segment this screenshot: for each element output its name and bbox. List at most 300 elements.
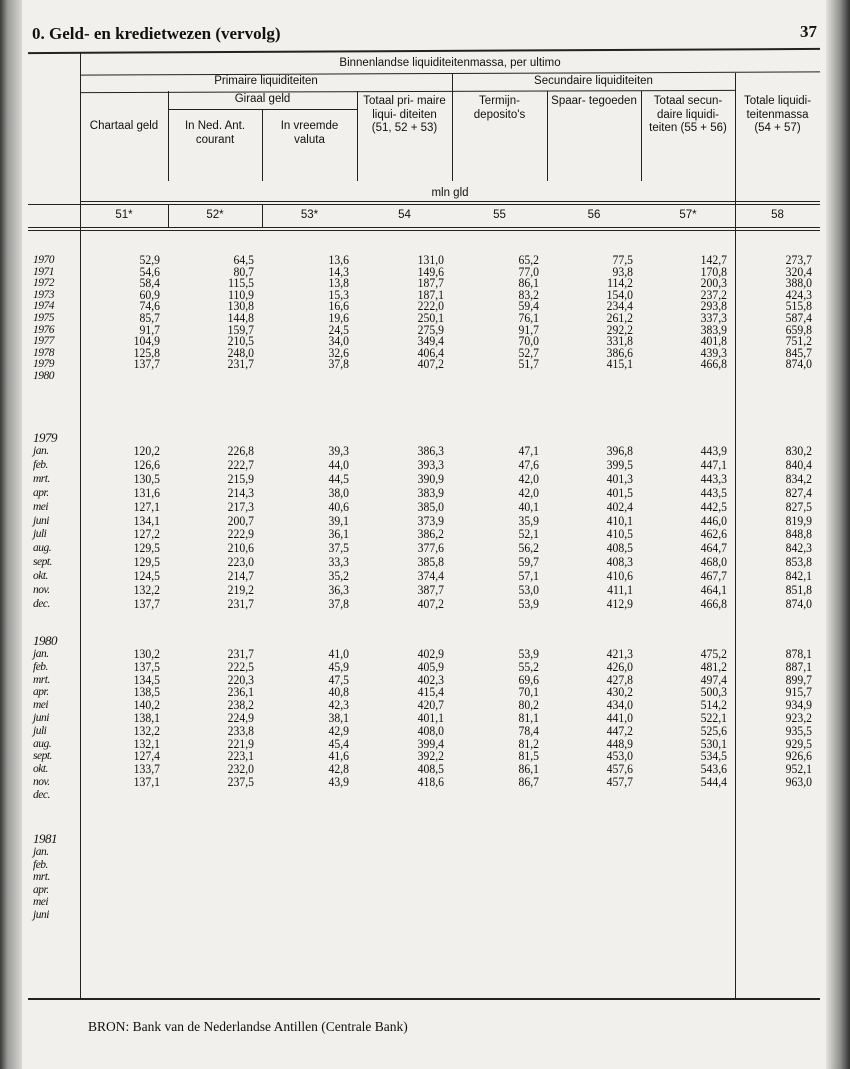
table-cell: 237,2 — [700, 286, 727, 302]
table-cell: 13,8 — [328, 275, 349, 291]
table-cell: 93,8 — [612, 263, 633, 279]
table-cell: 214,7 — [227, 568, 254, 584]
table-cell: 834,2 — [785, 470, 812, 486]
table-cell: 80,2 — [518, 697, 539, 713]
table-cell: 35,9 — [518, 512, 539, 528]
table-cell: 587,4 — [785, 310, 812, 325]
table-cell: 845,7 — [785, 344, 812, 360]
table-cell: 13,6 — [328, 252, 349, 267]
table-cell: 840,4 — [785, 456, 812, 472]
table-cell: 219,2 — [227, 582, 254, 597]
row-label: 1972 — [33, 277, 54, 290]
table-cell: 827,4 — [785, 484, 812, 500]
table-cell: 231,7 — [227, 595, 254, 611]
row-label: apr. — [33, 883, 49, 896]
table-cell: 144,8 — [227, 310, 254, 325]
column-code: 51* — [115, 209, 133, 221]
table-cell: 129,5 — [133, 554, 160, 570]
table-cell: 39,3 — [328, 443, 349, 458]
table-cell: 874,0 — [785, 356, 812, 372]
table-cell: 842,1 — [785, 568, 812, 584]
table-cell: 80,7 — [233, 263, 254, 279]
table-cell: 387,7 — [417, 582, 444, 597]
row-label: 1980 — [33, 370, 54, 382]
table-cell: 349,4 — [417, 333, 444, 349]
table-cell: 210,6 — [227, 540, 254, 556]
table-cell: 134,1 — [133, 512, 160, 528]
table-cell: 232,0 — [227, 761, 254, 777]
table-cell: 443,3 — [700, 470, 727, 486]
row-label: okt. — [33, 570, 48, 583]
row-label: 1970 — [33, 254, 54, 266]
table-cell: 131,6 — [133, 484, 160, 500]
table-cell: 132,1 — [133, 735, 160, 751]
table-cell: 275,9 — [417, 321, 444, 337]
row-label: 1979 — [33, 358, 54, 371]
table-cell: 69,6 — [518, 671, 539, 687]
table-cell: 407,2 — [417, 356, 444, 372]
table-cell: 44,0 — [328, 456, 349, 472]
table-cell: 149,6 — [417, 263, 444, 279]
table-cell: 466,8 — [700, 356, 727, 372]
column-code: 57* — [679, 209, 697, 221]
table-cell: 399,4 — [417, 735, 444, 751]
table-cell: 36,1 — [328, 526, 349, 542]
table-cell: 222,9 — [227, 526, 254, 542]
table-cell: 386,3 — [417, 443, 444, 458]
table-cell: 408,3 — [606, 554, 633, 570]
table-cell: 819,9 — [785, 512, 812, 528]
table-cell: 104,9 — [133, 333, 160, 349]
table-cell: 42,3 — [328, 697, 349, 713]
row-label: juli — [33, 724, 47, 737]
table-cell: 248,0 — [227, 344, 254, 360]
table-cell: 187,7 — [417, 275, 444, 291]
table-cell: 36,3 — [328, 582, 349, 597]
table-cell: 273,7 — [785, 252, 812, 267]
table-cell: 81,2 — [518, 735, 539, 751]
table-cell: 127,4 — [133, 748, 160, 764]
table-cell: 963,0 — [785, 774, 812, 789]
table-cell: 464,7 — [700, 540, 727, 556]
row-label: mrt. — [33, 472, 50, 485]
table-cell: 19,6 — [328, 310, 349, 325]
row-label: sept. — [33, 556, 52, 569]
row-label: apr. — [33, 686, 49, 699]
table-cell: 237,5 — [227, 774, 254, 789]
table-cell: 231,7 — [227, 646, 254, 661]
table-cell: 475,2 — [700, 646, 727, 661]
table-cell: 91,7 — [518, 321, 539, 337]
table-cell: 214,3 — [227, 484, 254, 500]
page-edge-right — [826, 0, 850, 1069]
table-cell: 222,5 — [227, 658, 254, 674]
row-label: dec. — [33, 788, 50, 801]
table-cell: 292,2 — [606, 321, 633, 337]
table-cell: 78,4 — [518, 722, 539, 738]
table-cell: 420,7 — [417, 697, 444, 713]
row-label: 1977 — [33, 335, 54, 348]
row-label: 1976 — [33, 323, 54, 336]
table-cell: 60,9 — [139, 286, 160, 302]
rule — [357, 91, 358, 181]
table-cell: 401,8 — [700, 333, 727, 349]
table-cell: 70,0 — [518, 333, 539, 349]
table-cell: 129,5 — [133, 540, 160, 556]
table-cell: 751,2 — [785, 333, 812, 349]
row-label: aug. — [33, 737, 52, 750]
table-cell: 226,8 — [227, 443, 254, 458]
table-cell: 38,1 — [328, 710, 349, 725]
table-cell: 402,4 — [606, 498, 633, 514]
rule — [547, 91, 548, 181]
table-cell: 222,0 — [417, 298, 444, 314]
table-cell: 447,2 — [606, 722, 633, 738]
row-label: 1973 — [33, 288, 54, 301]
rule — [28, 227, 820, 228]
table-cell: 47,6 — [518, 456, 539, 472]
table-cell: 132,2 — [133, 722, 160, 738]
table-cell: 874,0 — [785, 595, 812, 611]
table-cell: 887,1 — [785, 658, 812, 674]
table-cell: 406,4 — [417, 344, 444, 360]
table-cell: 853,8 — [785, 554, 812, 570]
table-cell: 426,0 — [606, 658, 633, 674]
row-label: nov. — [33, 584, 50, 596]
column-code: 58 — [771, 209, 784, 221]
header-giraal: Giraal geld — [234, 93, 291, 105]
table-cell: 952,1 — [785, 761, 812, 777]
column-code: 52* — [206, 209, 224, 221]
table-cell: 137,1 — [133, 774, 160, 789]
table-cell: 408,5 — [606, 540, 633, 556]
table-cell: 373,9 — [417, 512, 444, 528]
table-cell: 411,1 — [607, 582, 633, 597]
table-cell: 261,2 — [606, 310, 633, 325]
table-cell: 137,5 — [133, 658, 160, 674]
table-cell: 154,0 — [606, 286, 633, 302]
table-cell: 40,1 — [518, 498, 539, 514]
table-cell: 33,3 — [328, 554, 349, 570]
table-cell: 45,9 — [328, 658, 349, 674]
table-cell: 55,2 — [518, 658, 539, 674]
table-cell: 383,9 — [417, 484, 444, 500]
table-cell: 45,4 — [328, 735, 349, 751]
table-cell: 293,8 — [700, 298, 727, 314]
table-cell: 86,1 — [518, 761, 539, 777]
table-cell: 386,2 — [417, 526, 444, 542]
rule — [80, 201, 820, 202]
column-header: In vreemde valuta — [280, 120, 339, 146]
block-year-label: 1980 — [33, 633, 57, 648]
table-cell: 934,9 — [785, 697, 812, 713]
table-cell: 441,0 — [606, 710, 633, 725]
header-secondary: Secundaire liquiditeiten — [534, 75, 653, 87]
column-header: Termijn- deposito's — [473, 95, 526, 121]
table-cell: 83,2 — [518, 286, 539, 302]
table-cell: 415,1 — [606, 356, 633, 372]
table-cell: 37,8 — [328, 595, 349, 611]
row-label: feb. — [33, 858, 48, 871]
table-cell: 410,1 — [606, 512, 633, 528]
table-cell: 130,5 — [133, 470, 160, 486]
table-cell: 238,2 — [227, 697, 254, 713]
table-cell: 231,7 — [227, 356, 254, 372]
row-label: juli — [33, 528, 47, 541]
rule — [28, 204, 820, 205]
table-cell: 76,1 — [518, 310, 539, 325]
column-code: 53* — [300, 209, 319, 221]
rule — [452, 73, 453, 181]
header-unit: mln gld — [431, 187, 469, 199]
column-header: Chartaal geld — [89, 120, 159, 132]
table-cell: 233,8 — [227, 722, 254, 738]
table-cell: 15,3 — [328, 286, 349, 302]
table-cell: 54,6 — [139, 263, 160, 279]
table-cell: 43,9 — [328, 774, 349, 789]
rule — [641, 91, 642, 181]
table-cell: 221,9 — [227, 735, 254, 751]
table-cell: 443,5 — [700, 484, 727, 500]
table-cell: 70,1 — [518, 684, 539, 700]
table-cell: 120,2 — [133, 443, 160, 458]
table-cell: 56,2 — [518, 540, 539, 556]
table-cell: 223,0 — [227, 554, 254, 570]
table-cell: 65,2 — [518, 252, 539, 267]
row-label: 1974 — [33, 300, 54, 313]
table-cell: 421,3 — [606, 646, 633, 661]
table-cell: 926,6 — [785, 748, 812, 764]
table-cell: 74,6 — [139, 298, 160, 314]
table-cell: 132,2 — [133, 582, 160, 597]
table-cell: 851,8 — [785, 582, 812, 597]
row-label: jan. — [33, 648, 49, 660]
table-cell: 497,4 — [700, 671, 727, 687]
table-cell: 37,5 — [328, 540, 349, 556]
table-cell: 137,7 — [133, 595, 160, 611]
table-cell: 200,3 — [700, 275, 727, 291]
column-header: Totale liquidi- teitenmassa (54 + 57) — [743, 95, 812, 134]
table-cell: 392,2 — [417, 748, 444, 764]
table-cell: 137,7 — [133, 356, 160, 372]
table-cell: 40,8 — [328, 684, 349, 700]
table-cell: 53,0 — [518, 582, 539, 597]
page-number: 37 — [800, 22, 817, 41]
rule — [28, 230, 820, 231]
table-cell: 133,7 — [133, 761, 160, 777]
row-label: nov. — [33, 776, 50, 788]
table-cell: 16,6 — [328, 298, 349, 314]
table-cell: 131,0 — [417, 252, 444, 267]
table-cell: 464,1 — [700, 582, 727, 597]
table-cell: 410,6 — [606, 568, 633, 584]
table-cell: 427,8 — [606, 671, 633, 687]
table-cell: 410,5 — [606, 526, 633, 542]
table-cell: 500,3 — [700, 684, 727, 700]
table-cell: 14,3 — [328, 263, 349, 279]
table-cell: 544,4 — [700, 774, 727, 789]
table-cell: 446,0 — [700, 512, 727, 528]
table-cell: 412,9 — [606, 595, 633, 611]
row-label: mei — [33, 699, 49, 712]
table-cell: 59,7 — [518, 554, 539, 570]
row-label: dec. — [33, 597, 50, 610]
table-cell: 915,7 — [785, 684, 812, 700]
table-cell: 47,5 — [328, 671, 349, 687]
column-header: Spaar- tegoeden — [551, 95, 637, 107]
table-cell: 224,9 — [227, 710, 254, 725]
table-cell: 42,8 — [328, 761, 349, 777]
table-cell: 543,6 — [700, 761, 727, 777]
table-cell: 217,3 — [227, 498, 254, 514]
table-cell: 42,0 — [518, 470, 539, 486]
table-cell: 77,0 — [518, 263, 539, 279]
row-label: 1978 — [33, 346, 54, 359]
table-cell: 130,2 — [133, 646, 160, 661]
table-cell: 424,3 — [785, 286, 812, 302]
table-cell: 447,1 — [700, 456, 727, 472]
column-header: Totaal pri- maire liqui- diteiten (51, 52 + 53) — [363, 95, 446, 134]
block-year-label: 1981 — [33, 831, 57, 846]
row-label: jan. — [33, 846, 49, 858]
row-label: juni — [33, 909, 49, 921]
table-cell: 44,5 — [328, 470, 349, 486]
table-cell: 236,1 — [227, 684, 254, 700]
table-cell: 41,6 — [328, 748, 349, 764]
table-cell: 41,0 — [328, 646, 349, 661]
table-cell: 848,8 — [785, 526, 812, 542]
header-main: Binnenlandse liquiditeitenmassa, per ultimo — [339, 57, 561, 69]
table-cell: 187,1 — [417, 286, 444, 302]
table-cell: 878,1 — [785, 646, 812, 661]
table-cell: 39,1 — [328, 512, 349, 528]
table-cell: 408,5 — [417, 761, 444, 777]
row-label: jan. — [33, 445, 49, 457]
table-cell: 220,3 — [227, 671, 254, 687]
table-cell: 448,9 — [606, 735, 633, 751]
column-code: 56 — [587, 209, 601, 221]
table-cell: 127,1 — [133, 498, 160, 514]
row-label: aug. — [33, 542, 52, 555]
table-cell: 830,2 — [785, 443, 812, 458]
table-cell: 52,7 — [518, 344, 539, 360]
page-gutter-left — [0, 0, 22, 1069]
row-label: sept. — [33, 750, 52, 763]
table-cell: 468,0 — [700, 554, 727, 570]
table-cell: 396,8 — [606, 443, 633, 458]
table-cell: 142,7 — [700, 252, 727, 267]
table-cell: 127,2 — [133, 526, 160, 542]
table-cell: 86,7 — [518, 774, 539, 789]
table-cell: 514,2 — [700, 697, 727, 713]
table-cell: 34,0 — [328, 333, 349, 349]
table-cell: 110,9 — [228, 286, 254, 302]
row-label: mrt. — [33, 673, 50, 686]
table-cell: 462,6 — [700, 526, 727, 542]
table-cell: 222,7 — [227, 456, 254, 472]
table-cell: 457,6 — [606, 761, 633, 777]
table-cell: 91,7 — [139, 321, 160, 337]
rule — [28, 998, 820, 1000]
table-cell: 58,4 — [139, 275, 160, 291]
table-cell: 899,7 — [785, 671, 812, 687]
table-cell: 401,3 — [606, 470, 633, 486]
table-cell: 130,8 — [227, 298, 254, 314]
table-cell: 47,1 — [518, 443, 539, 458]
table-cell: 405,9 — [417, 658, 444, 674]
table-cell: 134,5 — [133, 671, 160, 687]
source-note: BRON: Bank van de Nederlandse Antillen (Centrale Bank) — [88, 1019, 408, 1034]
table-cell: 453,0 — [606, 748, 633, 764]
table-cell: 53,9 — [518, 595, 539, 611]
table-cell: 42,0 — [518, 484, 539, 500]
table-cell: 935,5 — [785, 722, 812, 738]
table-cell: 200,7 — [227, 512, 254, 528]
table-cell: 234,4 — [606, 298, 633, 314]
table-cell: 126,6 — [133, 456, 160, 472]
table-cell: 377,6 — [417, 540, 444, 556]
rule — [28, 48, 820, 54]
table-cell: 210,5 — [227, 333, 254, 349]
table-cell: 59,4 — [518, 298, 539, 314]
table-cell: 115,5 — [228, 275, 254, 291]
table-cell: 467,7 — [700, 568, 727, 584]
table-cell: 439,3 — [700, 344, 727, 360]
table-cell: 337,3 — [700, 310, 727, 325]
table-cell: 385,0 — [417, 498, 444, 514]
table-cell: 402,9 — [417, 646, 444, 661]
table-cell: 215,9 — [227, 470, 254, 486]
table-cell: 35,2 — [328, 568, 349, 584]
table-cell: 415,4 — [417, 684, 444, 700]
table-cell: 250,1 — [417, 310, 444, 325]
table-cell: 827,5 — [785, 498, 812, 514]
table-cell: 42,9 — [328, 722, 349, 738]
table-cell: 125,8 — [133, 344, 160, 360]
table-cell: 534,5 — [700, 748, 727, 764]
table-cell: 64,5 — [233, 252, 254, 267]
table-cell: 399,5 — [606, 456, 633, 472]
table-cell: 52,1 — [518, 526, 539, 542]
block-year-label: 1979 — [33, 430, 57, 445]
table-cell: 86,1 — [518, 275, 539, 291]
table-cell: 434,0 — [606, 697, 633, 713]
table-cell: 53,9 — [518, 646, 539, 661]
table-cell: 24,5 — [328, 321, 349, 337]
table-cell: 386,6 — [606, 344, 633, 360]
column-header: Totaal secun- daire liquidi- teiten (55 + 56) — [649, 95, 727, 134]
table-cell: 81,1 — [518, 710, 539, 725]
table-cell: 929,5 — [785, 735, 812, 751]
table-cell: 57,1 — [518, 568, 539, 584]
table-cell: 842,3 — [785, 540, 812, 556]
table-cell: 140,2 — [133, 697, 160, 713]
row-label: juni — [33, 712, 49, 724]
table-cell: 407,2 — [417, 595, 444, 611]
table-cell: 442,5 — [700, 498, 727, 514]
table-cell: 223,1 — [227, 748, 254, 764]
table-cell: 390,9 — [417, 470, 444, 486]
column-code: 54 — [398, 209, 411, 221]
table-cell: 522,1 — [700, 710, 727, 725]
table-cell: 170,8 — [700, 263, 727, 279]
table-cell: 320,4 — [785, 263, 812, 279]
table-cell: 408,0 — [417, 722, 444, 738]
page-title: 0. Geld- en kredietwezen (vervolg) — [32, 24, 281, 43]
table-cell: 402,3 — [417, 671, 444, 687]
table-cell: 124,5 — [133, 568, 160, 584]
table-cell: 481,2 — [700, 658, 727, 674]
